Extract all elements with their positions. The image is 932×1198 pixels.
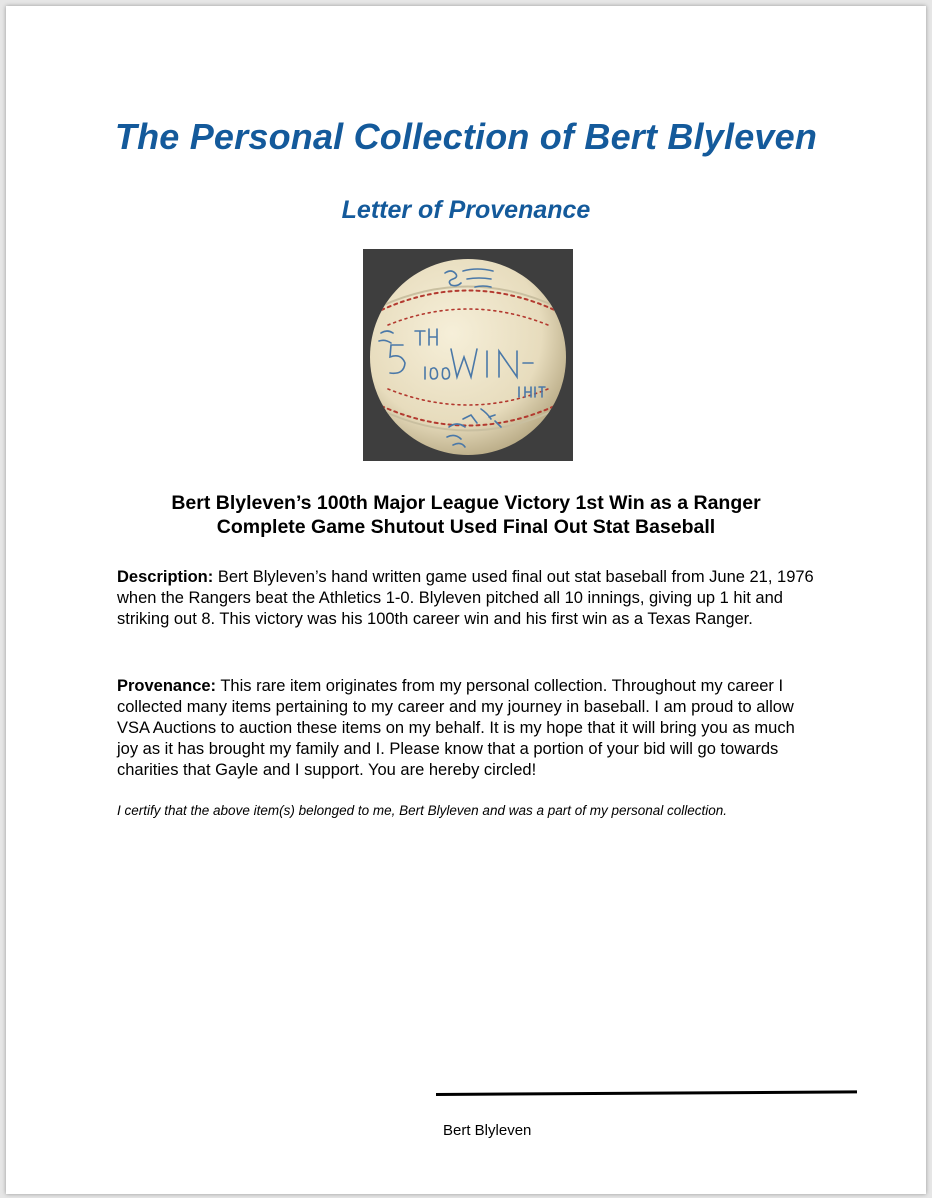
description-label: Description:	[117, 568, 214, 586]
baseball-photo	[363, 249, 573, 461]
signature-line	[436, 1090, 857, 1096]
provenance-text: This rare item originates from my personal collection. Throughout my career I collected many items pertaining to my career and my journey in baseball. I am proud to allow VSA Auctions to auction these items on my behalf. It is my hope that it will bring you as much joy as it has brought my family and I. Please know that a portion of your bid will go towards charities that Gayle and I support. You are hereby circled!	[117, 677, 795, 779]
item-title	[46, 491, 886, 539]
provenance-label: Provenance:	[117, 677, 217, 695]
page-subtitle: Letter of Provenance	[341, 196, 591, 224]
description-text: Bert Blyleven’s hand written game used final out stat baseball from June 21, 1976 when the Rangers beat the Athletics 1-0. Blyleven pitched all 10 innings, giving up 1 hit and striking out 8. This victory was his 100th career win and his first win as a Texas Ranger.	[117, 568, 814, 628]
letter-page	[6, 6, 926, 1194]
certification-statement: I certify that the above item(s) belonged to me, Bert Blyleven and was a part of my personal collection.	[117, 803, 728, 818]
baseball-image	[363, 249, 573, 461]
item-title-line-1: Bert Blyleven’s 100th Major League Victory 1st Win as a Ranger	[171, 492, 761, 514]
signature-name: Bert Blyleven	[443, 1122, 532, 1139]
page-title: The Personal Collection of Bert Blyleven	[114, 116, 818, 157]
item-title-line-2: Complete Game Shutout Used Final Out Stat Baseball	[216, 516, 716, 538]
description-paragraph	[117, 567, 817, 630]
provenance-paragraph	[117, 676, 817, 781]
